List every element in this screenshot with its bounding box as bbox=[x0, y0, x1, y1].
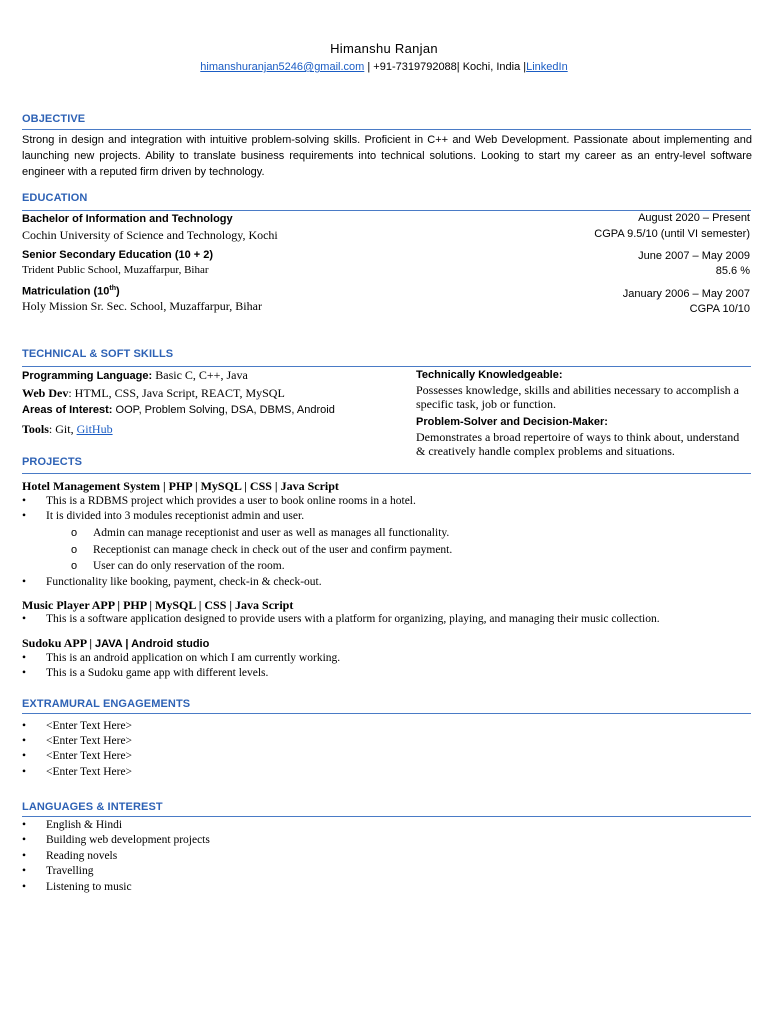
github-link[interactable]: GitHub bbox=[76, 422, 113, 436]
skill-interests bbox=[22, 404, 335, 416]
bullet-icon: • bbox=[22, 850, 27, 862]
bullet-icon: • bbox=[22, 865, 27, 877]
objective-heading: OBJECTIVE bbox=[22, 113, 86, 125]
bullet-icon: • bbox=[22, 766, 27, 778]
skill-webdev bbox=[22, 386, 285, 401]
skill-tools-label: Tools bbox=[22, 422, 49, 436]
skills-heading: TECHNICAL & SOFT SKILLS bbox=[22, 348, 174, 360]
bullet-text: This is a software application designed to provide users with a platform for organizing, playing, and managing their music collection. bbox=[46, 613, 660, 625]
bullet-text: <Enter Text Here> bbox=[46, 735, 133, 747]
languages-heading: LANGUAGES & INTEREST bbox=[22, 801, 163, 813]
skill-webdev-value: : HTML, CSS, Java Script, REACT, MySQL bbox=[68, 386, 285, 400]
edu-degree-2: Senior Secondary Education (10 + 2) bbox=[22, 249, 214, 261]
bullet-icon: • bbox=[22, 510, 27, 522]
sub-bullet-icon: o bbox=[71, 544, 78, 556]
skill-programming-label: Programming Language: bbox=[22, 370, 156, 382]
bullet-icon: • bbox=[22, 667, 27, 679]
bullet-icon: • bbox=[22, 750, 27, 762]
bullet-text: English & Hindi bbox=[46, 819, 123, 831]
project-1-title: Hotel Management System | PHP | MySQL | CSS | Java Script bbox=[22, 479, 339, 493]
sub-bullet-text: Admin can manage receptionist and user as well as manages all functionality. bbox=[93, 527, 450, 539]
edu-period-2: June 2007 – May 2009 bbox=[638, 250, 750, 262]
edu-institute-1: Cochin University of Science and Technology, Kochi bbox=[22, 228, 278, 242]
skills-rule bbox=[22, 366, 751, 367]
skill-interests-value: OOP, Problem Solving, DSA, DBMS, Android bbox=[115, 404, 335, 416]
edu-score-3: CGPA 10/10 bbox=[689, 303, 750, 315]
sub-bullet-icon: o bbox=[71, 560, 78, 572]
bullet-text: This is a RDBMS project which provides a user to book online rooms in a hotel. bbox=[46, 495, 416, 507]
objective-rule bbox=[22, 129, 751, 130]
bullet-text: <Enter Text Here> bbox=[46, 766, 133, 778]
bullet-icon: • bbox=[22, 495, 27, 507]
candidate-name: Himanshu Ranjan bbox=[330, 41, 438, 56]
edu-score-1: CGPA 9.5/10 (until VI semester) bbox=[594, 228, 750, 240]
email-link[interactable]: himanshuranjan5246@gmail.com bbox=[200, 61, 365, 73]
bullet-icon: • bbox=[22, 576, 27, 588]
edu-score-2: 85.6 % bbox=[715, 265, 750, 277]
bullet-icon: • bbox=[22, 735, 27, 747]
skill-programming-value: Basic C, C++, Java bbox=[155, 368, 248, 382]
skill-tools-value: : Git, bbox=[48, 422, 77, 436]
project-3-title bbox=[22, 636, 209, 651]
bullet-icon: • bbox=[22, 881, 27, 893]
edu-degree-3 bbox=[22, 285, 120, 298]
bullet-text: Travelling bbox=[46, 865, 94, 877]
bullet-text: It is divided into 3 modules receptionist admin and user. bbox=[46, 510, 305, 522]
objective-text: Strong in design and integration with intuitive problem-solving skills. Proficient in C++ and Web Development. Passionate about implementing and launching new projects. Ability to translate business requirements into technical solutions. Looking to start my career as an entry-level software engineer with a reputed firm driven by technology. bbox=[22, 134, 752, 178]
edu-institute-2: Trident Public School, Muzaffarpur, Bihar bbox=[22, 264, 209, 276]
soft-skill-2-title: Problem-Solver and Decision-Maker: bbox=[416, 416, 608, 428]
linkedin-link[interactable]: LinkedIn bbox=[526, 61, 568, 73]
edu-degree-1: Bachelor of Information and Technology bbox=[22, 213, 233, 225]
edu-degree-3-sup: th bbox=[109, 285, 117, 292]
edu-degree-3-end: ) bbox=[116, 285, 120, 298]
contact-details: | +91-7319792088| Kochi, India | bbox=[364, 61, 527, 73]
project-3-title-a: Sudoku APP | bbox=[22, 636, 96, 650]
bullet-icon: • bbox=[22, 652, 27, 664]
skill-programming bbox=[22, 368, 248, 383]
bullet-text: <Enter Text Here> bbox=[46, 750, 133, 762]
extramural-heading: EXTRAMURAL ENGAGEMENTS bbox=[22, 698, 191, 710]
bullet-text: <Enter Text Here> bbox=[46, 720, 133, 732]
bullet-text: Functionality like booking, payment, check-in & check-out. bbox=[46, 576, 322, 588]
soft-skill-1-title: Technically Knowledgeable: bbox=[416, 369, 563, 381]
bullet-icon: • bbox=[22, 613, 27, 625]
edu-degree-3-text: Matriculation (10 bbox=[22, 285, 110, 298]
languages-rule bbox=[22, 816, 751, 817]
skill-tools bbox=[22, 422, 113, 437]
edu-institute-3: Holy Mission Sr. Sec. School, Muzaffarpur, Bihar bbox=[22, 299, 262, 313]
bullet-text: This is a Sudoku game app with different levels. bbox=[46, 667, 269, 679]
soft-skill-1-line2: specific task, job or function. bbox=[416, 397, 556, 411]
soft-skill-1-line1: Possesses knowledge, skills and abilities necessary to accomplish a bbox=[416, 383, 739, 397]
bullet-text: Reading novels bbox=[46, 850, 118, 862]
bullet-icon: • bbox=[22, 819, 27, 831]
education-rule bbox=[22, 210, 751, 211]
edu-period-1: August 2020 – Present bbox=[638, 212, 750, 224]
skill-webdev-label: Web Dev bbox=[22, 386, 69, 400]
soft-skill-2-line2: & creatively handle complex problems and situations. bbox=[416, 444, 675, 458]
skill-interests-label: Areas of Interest: bbox=[22, 404, 116, 416]
bullet-text: This is an android application on which I am currently working. bbox=[46, 652, 341, 664]
edu-period-3: January 2006 – May 2007 bbox=[622, 288, 750, 300]
projects-heading: PROJECTS bbox=[22, 456, 83, 468]
bullet-icon: • bbox=[22, 720, 27, 732]
bullet-icon: • bbox=[22, 834, 27, 846]
bullet-text: Listening to music bbox=[46, 881, 132, 893]
bullet-text: Building web development projects bbox=[46, 834, 210, 846]
contact-line bbox=[0, 61, 768, 73]
extramural-rule bbox=[22, 713, 751, 714]
sub-bullet-icon: o bbox=[71, 527, 78, 539]
soft-skill-2-line1: Demonstrates a broad repertoire of ways to think about, understand bbox=[416, 430, 740, 444]
sub-bullet-text: Receptionist can manage check in check out of the user and confirm payment. bbox=[93, 544, 453, 556]
project-2-title: Music Player APP | PHP | MySQL | CSS | Java Script bbox=[22, 598, 294, 612]
project-3-title-b: JAVA | Android studio bbox=[95, 638, 210, 650]
sub-bullet-text: User can do only reservation of the room. bbox=[93, 560, 285, 572]
projects-rule bbox=[22, 473, 751, 474]
education-heading: EDUCATION bbox=[22, 192, 88, 204]
